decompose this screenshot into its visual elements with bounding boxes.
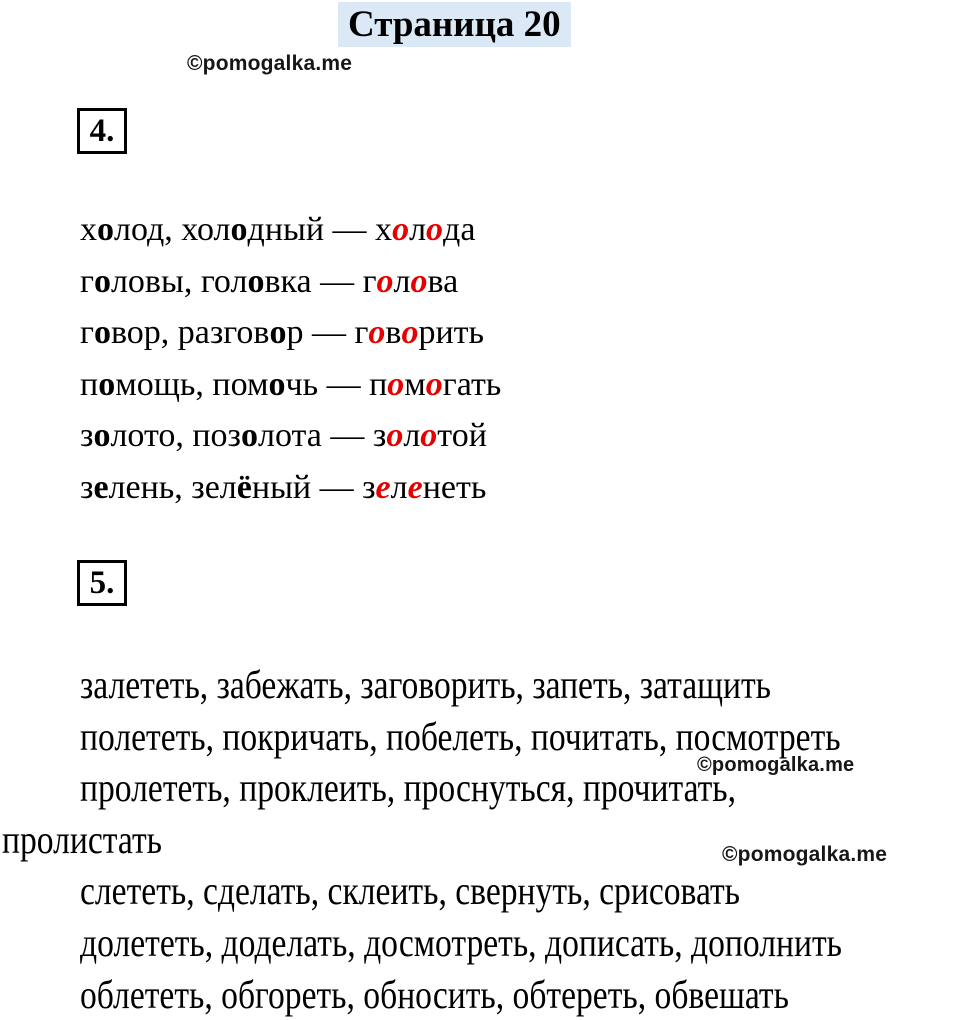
word-text: лото, поз: [110, 417, 241, 454]
stressed-letter: о: [268, 365, 286, 403]
watermark-top: ©pomogalka.me: [187, 52, 353, 75]
stressed-letter: о: [241, 417, 258, 454]
exercise-5-number: 5.: [89, 564, 115, 601]
word-text: л: [390, 468, 408, 506]
word-pair-row: [80, 256, 501, 308]
word-text: гать: [442, 365, 502, 403]
word-text: лень, зел: [108, 468, 237, 506]
stressed-letter: о: [247, 262, 265, 300]
word-text: г: [80, 262, 94, 300]
word-text: в: [385, 314, 402, 351]
word-pair-row: [80, 410, 501, 462]
word-text: рить: [418, 314, 485, 351]
word-text: з: [80, 417, 94, 454]
word-text: х: [80, 211, 97, 248]
word-text: р — г: [286, 314, 369, 351]
word-text: чь — п: [285, 365, 388, 403]
exercise-4-number: 4.: [89, 112, 115, 149]
word-text: л: [409, 211, 427, 248]
verb-list-line: полететь, покричать, побелеть, почитать, посмотреть: [80, 713, 841, 759]
highlighted-letter: о: [426, 211, 444, 248]
word-text: дный — х: [247, 211, 393, 248]
word-text: той: [437, 417, 487, 454]
highlighted-letter: о: [392, 211, 410, 248]
verb-list-line: облететь, обгореть, обносить, обтереть, обвешать: [80, 971, 789, 1017]
exercise-5-number-box: [77, 560, 127, 606]
word-text: п: [80, 365, 99, 403]
word-text: ва: [427, 262, 459, 300]
exercise5-list: [0, 659, 960, 1020]
word-text: вка — г: [264, 262, 377, 300]
highlighted-letter: о: [425, 365, 443, 403]
word-text: да: [443, 211, 476, 248]
word-pair-row: [80, 359, 501, 411]
verb-list-line: пролететь, проклеить, проснуться, прочитать,: [80, 765, 737, 811]
stressed-letter: о: [98, 365, 116, 403]
page-title: Страница 20: [338, 2, 571, 47]
highlighted-letter: е: [375, 468, 391, 506]
highlighted-letter: о: [386, 417, 404, 454]
watermark-middle: ©pomogalka.me: [697, 754, 855, 776]
stressed-letter: о: [93, 314, 111, 351]
word-pair-row: [80, 204, 501, 256]
highlighted-letter: о: [401, 314, 419, 351]
verb-list-line: залететь, забежать, заговорить, запеть, затащить: [80, 662, 771, 707]
highlighted-letter: о: [387, 365, 405, 403]
stressed-letter: о: [269, 314, 287, 351]
word-text: з: [80, 468, 94, 506]
word-pair-row: [80, 307, 501, 359]
word-text: л: [403, 417, 421, 454]
word-text: вор, разгов: [110, 314, 270, 351]
verb-list-line: пролистать: [2, 816, 162, 862]
word-pair-row: [80, 462, 501, 514]
stressed-letter: е: [93, 468, 109, 506]
verb-list-line: слететь, сделать, склеить, свернуть, срисовать: [80, 868, 741, 914]
stressed-letter: ё: [236, 468, 252, 506]
stressed-letter: о: [230, 211, 248, 248]
verb-list-line: долететь, доделать, досмотреть, дописать, дополнить: [80, 919, 842, 965]
watermark-bottom: ©pomogalka.me: [722, 843, 888, 866]
highlighted-letter: о: [376, 262, 394, 300]
word-text: г: [80, 314, 94, 351]
stressed-letter: о: [97, 211, 114, 248]
highlighted-letter: е: [407, 468, 423, 506]
word-text: ловы, гол: [110, 262, 248, 300]
word-text: мощь, пом: [115, 365, 269, 403]
word-text: лота — з: [258, 417, 387, 454]
word-text: ный — з: [251, 468, 376, 506]
exercise4-list: [80, 204, 501, 513]
stressed-letter: о: [93, 262, 111, 300]
word-text: лод, хол: [114, 211, 231, 248]
highlighted-letter: о: [420, 417, 438, 454]
highlighted-letter: о: [368, 314, 386, 351]
stressed-letter: о: [93, 417, 111, 454]
word-text: м: [404, 365, 426, 403]
exercise-4-number-box: [77, 108, 127, 154]
word-text: л: [393, 262, 411, 300]
word-text: неть: [422, 468, 487, 506]
highlighted-letter: о: [410, 262, 428, 300]
